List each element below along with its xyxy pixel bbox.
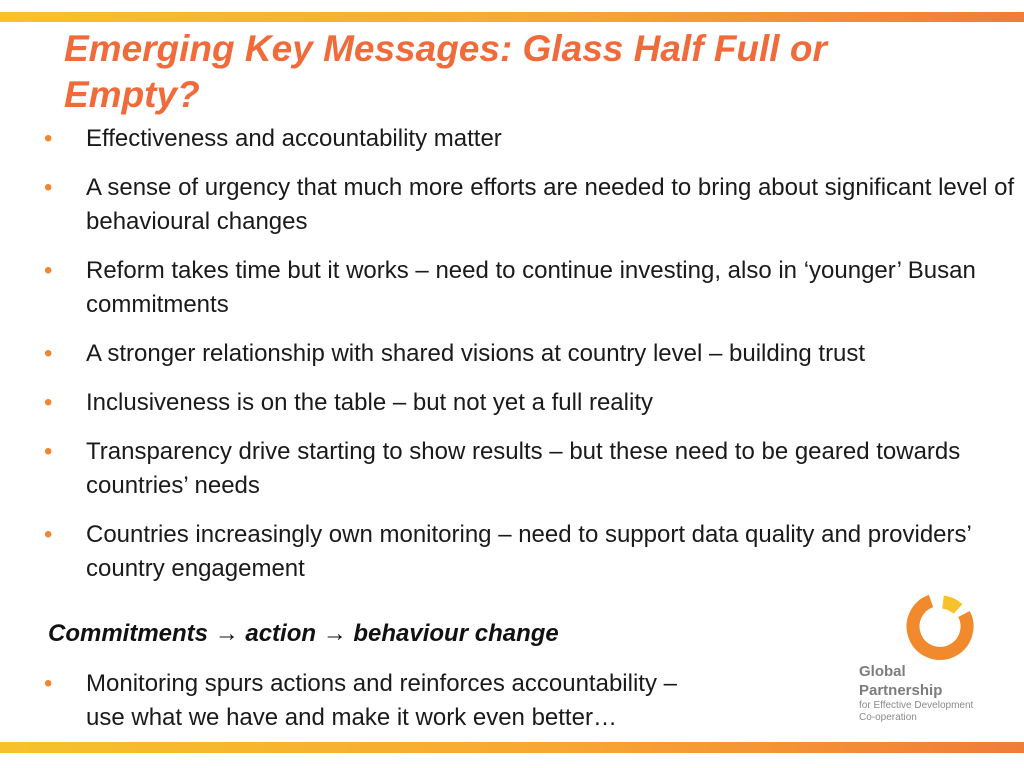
logo-line: Partnership: [859, 682, 943, 699]
bullet-text: Countries increasingly own monitoring – need to support data quality and providers’ country engagement: [86, 521, 971, 582]
bullet-text: A sense of urgency that much more efforts are needed to bring about significant level of behavioural changes: [86, 174, 1015, 235]
bullet-text-line: use what we have and make it work even better…: [86, 704, 617, 731]
bullet-marker: •: [44, 174, 53, 201]
bullet-item: [44, 518, 1019, 586]
bullet-list: [44, 122, 1019, 601]
bullet-marker: •: [44, 438, 53, 465]
bullet-marker: •: [44, 670, 53, 697]
subheading: Commitments → action → behaviour change: [48, 620, 559, 647]
global-partnership-logo: [856, 592, 1016, 732]
logo-line: Global: [859, 663, 906, 680]
slide-title: Emerging Key Messages: Glass Half Full or Empty?: [64, 28, 827, 115]
bullet-text: Effectiveness and accountability matter: [86, 125, 502, 152]
bullet-marker: •: [44, 521, 53, 548]
bullet-item: [44, 386, 1019, 420]
bullet-item: [44, 435, 1019, 503]
bullet-marker: •: [44, 340, 53, 367]
logo-tagline: [859, 700, 973, 724]
bullet-item: [44, 667, 824, 735]
bullet-item: [44, 337, 1019, 371]
bottom-accent-bar: [0, 742, 1024, 753]
bullet-text: Reform takes time but it works – need to continue investing, also in ‘younger’ Busan commitments: [86, 257, 976, 318]
bullet-marker: •: [44, 257, 53, 284]
bullet-text: A stronger relationship with shared visions at country level – building trust: [86, 340, 866, 367]
bullet-text: Transparency drive starting to show results – but these need to be geared towards countries’ needs: [86, 438, 961, 499]
bullet-item: [44, 254, 1019, 322]
bullet-marker: •: [44, 125, 53, 152]
logo-ring-icon: [900, 592, 976, 668]
bottom-bullet-list: [44, 667, 824, 750]
bullet-marker: •: [44, 389, 53, 416]
bullet-item: [44, 122, 1019, 156]
logo-wordmark: [859, 662, 942, 700]
bullet-text: Inclusiveness is on the table – but not yet a full reality: [86, 389, 653, 416]
logo-line: Co-operation: [859, 712, 917, 723]
top-accent-bar: [0, 12, 1024, 22]
bullet-item: [44, 171, 1019, 239]
logo-line: for Effective Development: [859, 700, 974, 711]
bullet-text-line: Monitoring spurs actions and reinforces accountability –: [86, 670, 677, 697]
